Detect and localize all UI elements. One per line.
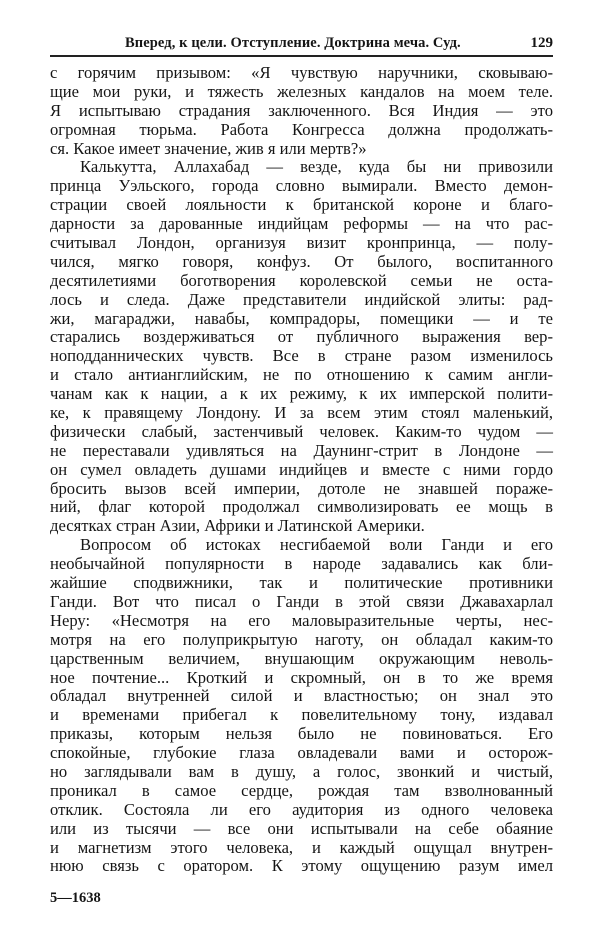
- text-line: считывал Лондон, организуя визит кронпринца, — полу-: [50, 233, 553, 253]
- text-line: или из тысячи — все они испытывали на себе обаяние: [50, 818, 553, 838]
- printer-signature: 5—1638: [50, 890, 101, 906]
- text-line: принца Уэльского, города словно вымирали. Вместо демон-: [50, 176, 553, 196]
- text-line: ся. Какое имеет значение, жив я или мертв?»: [50, 138, 367, 158]
- text-line: спокойные, глубокие глаза овладевали вами и осторож-: [50, 743, 553, 763]
- text-line: лось и следа. Даже представители индийской элиты: рад-: [50, 289, 553, 309]
- text-line: царственным величием, внушающим окружающим неволь-: [50, 648, 553, 668]
- text-line: десятилетиями боготворения королевской семьи не оста-: [50, 270, 553, 290]
- text-line: огромная тюрьма. Работа Конгресса должна продолжать-: [50, 119, 553, 139]
- text-line: ний, флаг которой продолжал символизировать ее мощь в: [50, 497, 553, 517]
- paragraph: [50, 64, 553, 158]
- paragraph: [50, 536, 553, 876]
- text-line: ке, к правящему Лондону. И за всем этим стоял маленький,: [50, 403, 553, 423]
- text-line: Вопросом об истоках несгибаемой воли Ганди и его: [80, 535, 553, 555]
- text-line: Ганди. Вот что писал о Ганди в этой связи Джавахарлал: [50, 591, 553, 611]
- text-line: проникал в самое сердце, рождая там взволнованный: [50, 780, 553, 800]
- text-line: но заглядывали вам в душу, а голос, звонкий и чистый,: [50, 761, 553, 781]
- text-line: необычайной популярности в народе задавались как бли-: [50, 554, 553, 574]
- text-line: страции своей лояльности к британской короне и благо-: [50, 195, 553, 215]
- text-line: нюю связь с оратором. К этому ощущению разум имел: [50, 856, 553, 876]
- text-line: десятках стран Азии, Африки и Латинской Америки.: [50, 516, 425, 536]
- text-line: чился, мягко говоря, конфуз. От былого, воспитанного: [50, 251, 553, 271]
- text-line: и стало антианглийским, не по отношению к самим англи-: [50, 365, 553, 385]
- text-line: бросить вызов всей империи, дотоле не знавшей пораже-: [50, 478, 553, 498]
- text-line: с горячим призывом: «Я чувствую наручники, сковываю-: [50, 63, 553, 82]
- text-line: и временами прибегал к повелительному тону, издавал: [50, 705, 553, 725]
- text-line: отклик. Состояла ли его аудитория из одного человека: [50, 799, 553, 819]
- text-line: не переставали удивляться на Даунинг-стрит в Лондоне —: [50, 440, 553, 460]
- running-title: Вперед, к цели. Отступление. Доктрина меча. Суд.: [125, 35, 461, 51]
- text-line: жи, магараджи, навабы, компрадоры, помещики — и те: [50, 308, 553, 328]
- text-line: жайшие сподвижники, так и политические противники: [50, 573, 553, 593]
- text-line: Я испытываю страдания заключенного. Вся Индия — это: [50, 100, 553, 120]
- text-line: дарности за дарованные индийцам реформы — на что рас-: [50, 214, 553, 234]
- page-header: [50, 33, 553, 57]
- body-text: [50, 64, 553, 876]
- text-line: чанам как к нации, а к их режиму, к их имперской полити-: [50, 384, 553, 404]
- text-line: мотря на его полуприкрытую наготу, он обладал каким-то: [50, 629, 553, 649]
- text-line: Неру: «Несмотря на его маловыразительные черты, нес-: [50, 610, 553, 630]
- text-line: и магнетизм этого человека, и каждый ощущал внутрен-: [50, 837, 553, 857]
- page-number: 129: [530, 35, 553, 51]
- text-line: Калькутта, Аллахабад — везде, куда бы ни привозили: [80, 157, 553, 177]
- text-line: приказы, которым нельзя было не повиноваться. Его: [50, 724, 553, 744]
- text-line: старались воздерживаться от публичного выражения вер-: [50, 327, 553, 347]
- text-line: ное почтение... Кроткий и скромный, он в то же время: [50, 667, 553, 687]
- text-line: он сумел овладеть душами индийцев и вместе с ними гордо: [50, 459, 553, 479]
- text-line: ноподданнических чувств. Все в стране разом изменилось: [50, 346, 553, 366]
- text-line: щие мои руки, и тяжесть железных кандалов на моем теле.: [50, 81, 553, 101]
- text-line: физически слабый, застенчивый человек. Каким-то чудом —: [50, 421, 553, 441]
- text-line: обладал внутренней силой и властностью; он знал это: [50, 686, 553, 706]
- paragraph: [50, 158, 553, 536]
